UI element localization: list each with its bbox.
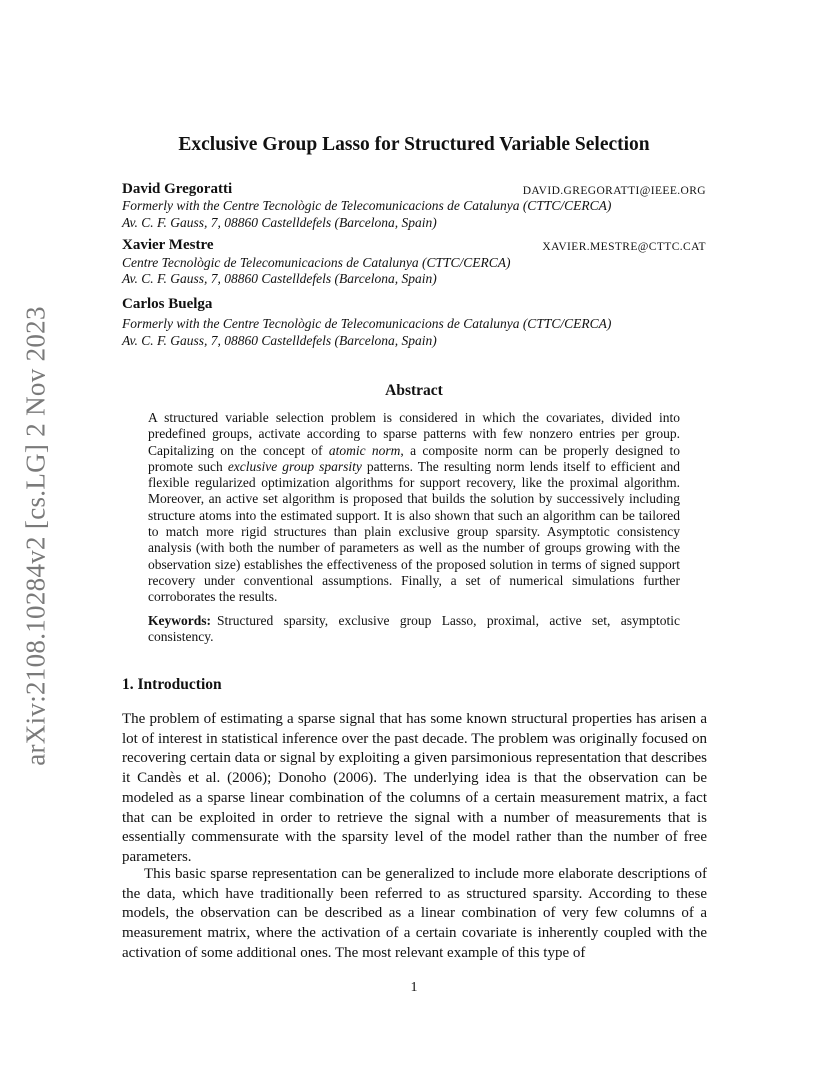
abstract-text-part: patterns. The resulting norm lends itself to efficient and flexible regularized optimization algorithms for support recovery, like the proximal algorithm. Moreover, an active set algorithm is proposed that builds the solution by successively including structure atoms into the estimated support. It is also shown that such an algorithm can be tailored to match more rigid structures than plain exclusive group sparsity. Asymptotic consistency analysis (with both the number of parameters as well as the number of groups growing with the observation size) establishes the effectiveness of the proposed solution in terms of signed support recovery under conventional assumptions. Finally, a set of numerical simulations further corroborates the results. — [148, 458, 680, 605]
author-email: DAVID.GREGORATTI@IEEE.ORG — [522, 185, 706, 197]
body-paragraph: The problem of estimating a sparse signal that has some known structural properties has arisen a lot of interest in statistical inference over the past decade. The problem was originally focused on recovering certain data or signal by exploiting a given parsimonious representation that describes it Candès et al. (2006); Donoho (2006). The underlying idea is that the observation can be modeled as a sparse linear combination of the columns of a certain measurement matrix, a fact that can be exploited in order to retrieve the signal with a number of measurements that is essentially commensurate with the sparsity level of the model rather than the number of free parameters. — [122, 711, 707, 865]
keywords-text: Structured sparsity, exclusive group Lasso, proximal, active set, asymptotic consistency. — [148, 613, 680, 645]
body-paragraph: This basic sparse representation can be generalized to include more elaborate descriptions of the data, which have traditionally been referred to as structured sparsity. According to these models, the observation can be described as a linear combination of very few columns of a measurement matrix, where the activation of a certain covariate is inherently coupled with the activation of some additional ones. The most relevant example of this type of — [122, 866, 707, 961]
paper-title: Exclusive Group Lasso for Structured Variable Selection — [178, 134, 650, 155]
author-email: XAVIER.MESTRE@CTTC.CAT — [542, 241, 706, 253]
keywords-label: Keywords: — [148, 613, 211, 628]
abstract-heading: Abstract — [385, 382, 443, 399]
author-affiliation: Formerly with the Centre Tecnològic de Telecomunicacions de Catalunya (CTTC/CERCA) — [122, 316, 612, 331]
author-address: Av. C. F. Gauss, 7, 08860 Castelldefels (Barcelona, Spain) — [122, 333, 437, 348]
author-name: David Gregoratti — [122, 181, 233, 197]
author-address: Av. C. F. Gauss, 7, 08860 Castelldefels (Barcelona, Spain) — [122, 271, 437, 286]
author-name: Xavier Mestre — [122, 237, 214, 253]
author-affiliation: Formerly with the Centre Tecnològic de Telecomunicacions de Catalunya (CTTC/CERCA) — [122, 198, 612, 213]
abstract-emphasis: atomic norm — [328, 442, 401, 458]
section-heading: 1. Introduction — [122, 676, 222, 693]
abstract-text-part: A structured variable selection problem is considered in which the covariates, divided into predefined groups, activate according to sparse patterns with few nonzero entries per group. Capitalizing on the concept of — [148, 410, 680, 458]
page-number: 1 — [410, 980, 418, 995]
abstract-text — [148, 410, 680, 606]
abstract-emphasis: exclusive group sparsity — [227, 458, 362, 474]
author-name: Carlos Buelga — [122, 296, 213, 312]
abstract-text-part: , a composite norm can be properly designed to promote such — [148, 442, 681, 474]
keywords — [148, 613, 680, 646]
author-affiliation: Centre Tecnològic de Telecomunicacions de Catalunya (CTTC/CERCA) — [122, 255, 511, 270]
author-address: Av. C. F. Gauss, 7, 08860 Castelldefels (Barcelona, Spain) — [122, 215, 437, 230]
arxiv-identifier: arXiv:2108.10284v2 [cs.LG] 2 Nov 2023 — [20, 306, 51, 766]
